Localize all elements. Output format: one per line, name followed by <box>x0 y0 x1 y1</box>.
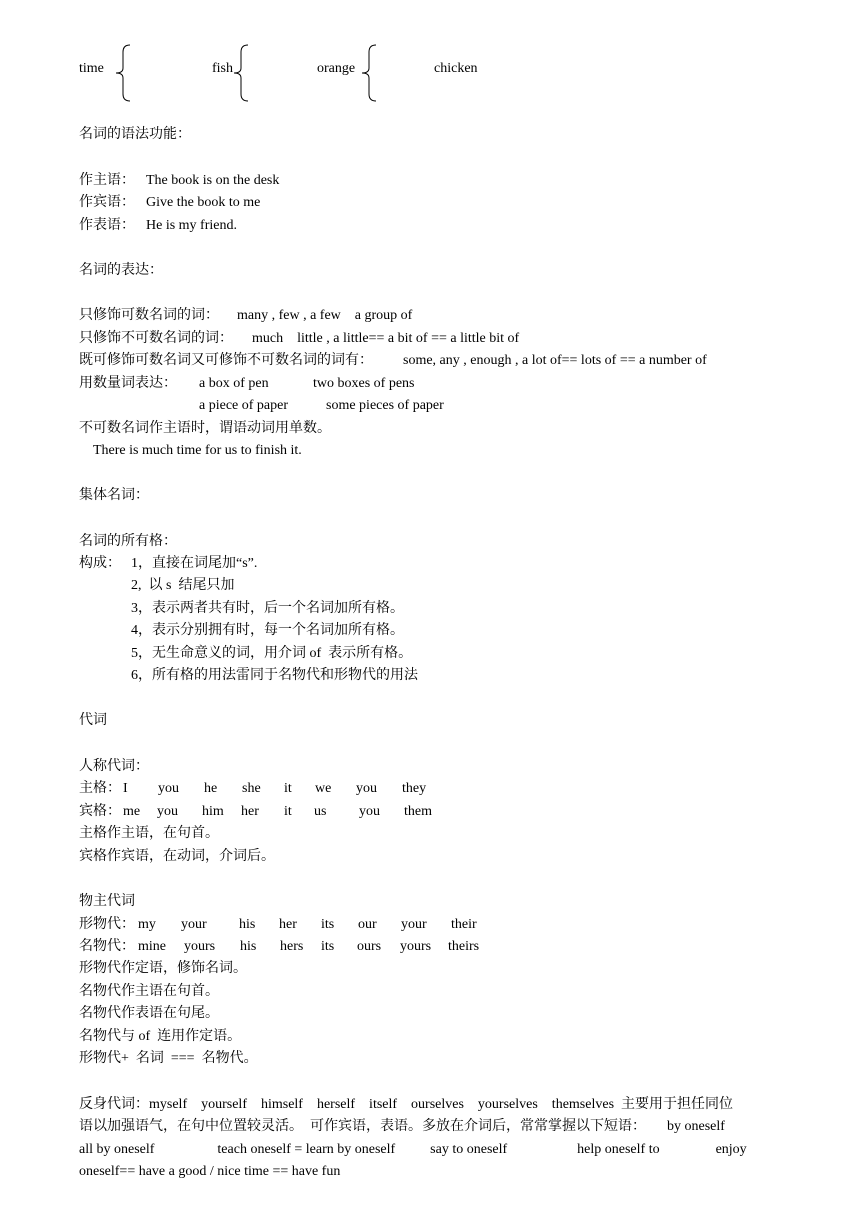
pronoun-cell: them <box>404 804 432 819</box>
pronoun-cell: its <box>321 917 335 932</box>
section-heading: 集体名词： <box>79 488 149 503</box>
brace-icon <box>360 44 378 102</box>
word-chicken: chicken <box>434 61 478 76</box>
possessive-rule: 3，表示两者共有时，后一个名词加所有格。 <box>131 601 404 616</box>
pronoun-cell: me <box>123 804 141 819</box>
pronoun-cell: it <box>284 781 292 796</box>
quantifier-example: a piece of paper <box>199 398 288 413</box>
pronoun-cell: he <box>204 781 218 796</box>
object-label: 宾格： <box>79 804 121 819</box>
subject-label: 主格： <box>79 781 121 796</box>
rule-text: 不可数名词作主语时，谓语动词用单数。 <box>79 421 331 436</box>
pronoun-cell: our <box>358 917 377 932</box>
section-heading: 名词的表达： <box>79 263 163 278</box>
note-text: 形物代作定语，修饰名词。 <box>79 961 247 976</box>
uncountable-label: 只修饰不可数名词的词： <box>79 331 233 346</box>
pronoun-cell: we <box>315 781 332 796</box>
function-label: 作主语： <box>79 173 135 188</box>
brace-icon <box>114 44 132 102</box>
rule-example: There is much time for us to finish it. <box>93 443 302 458</box>
note-text: 名物代作表语在句尾。 <box>79 1006 219 1021</box>
reflexive-line: all by oneself teach oneself = learn by oneself say to oneself help oneself to enjoy <box>79 1142 747 1157</box>
function-example: He is my friend. <box>146 218 237 233</box>
pronoun-cell: their <box>451 917 477 932</box>
pronoun-cell: her <box>241 804 259 819</box>
section-heading: 名词的语法功能： <box>79 127 191 142</box>
note-text: 宾格作宾语，在动词，介词后。 <box>79 849 275 864</box>
pronoun-cell: his <box>240 939 257 954</box>
adj-label: 形物代： <box>79 917 135 932</box>
section-heading: 物主代词 <box>79 894 135 909</box>
noun-label: 名物代： <box>79 939 135 954</box>
pronoun-cell: hers <box>280 939 304 954</box>
word-time: time <box>79 61 104 76</box>
function-label: 作表语： <box>79 218 135 233</box>
pronoun-cell: him <box>202 804 224 819</box>
note-text: 形物代+ 名词 === 名物代。 <box>79 1051 258 1066</box>
pronoun-cell: my <box>138 917 156 932</box>
quantifier-example: a box of pen <box>199 376 269 391</box>
note-text: 主格作主语，在句首。 <box>79 826 219 841</box>
pronoun-cell: your <box>401 917 427 932</box>
quantifier-example: some pieces of paper <box>326 398 444 413</box>
pronoun-cell: she <box>242 781 261 796</box>
function-example: The book is on the desk <box>146 173 280 188</box>
pronoun-cell: you <box>158 781 179 796</box>
pronoun-cell: you <box>157 804 178 819</box>
section-heading: 名词的所有格： <box>79 534 177 549</box>
countable-label: 只修饰可数名词的词： <box>79 308 219 323</box>
pronoun-cell: I <box>123 781 128 796</box>
note-text: 名物代作主语在句首。 <box>79 984 219 999</box>
possessive-rule: 6，所有格的用法雷同于名物代和形物代的用法 <box>131 668 418 683</box>
reflexive-line: 反身代词：myself yourself himself herself itself ourselves yourselves themselves 主要用于担任同位 <box>79 1097 734 1112</box>
reflexive-line: oneself== have a good / nice time == have fun <box>79 1164 341 1179</box>
pronoun-cell: theirs <box>448 939 480 954</box>
word-fish: fish <box>212 61 233 76</box>
pronoun-cell: her <box>279 917 297 932</box>
brace-icon <box>232 44 250 102</box>
pronoun-cell: you <box>356 781 377 796</box>
quantifier-example: two boxes of pens <box>313 376 415 391</box>
pronoun-cell: its <box>321 939 335 954</box>
section-heading: 人称代词： <box>79 759 149 774</box>
possessive-rule: 1，直接在词尾加“s”. <box>131 556 258 571</box>
possessive-rule: 4，表示分别拥有时，每一个名词加所有格。 <box>131 623 404 638</box>
both-label: 既可修饰可数名词又可修饰不可数名词的词有： <box>79 353 373 368</box>
pronoun-cell: they <box>402 781 427 796</box>
pronoun-cell: us <box>314 804 327 819</box>
quantifier-label: 用数量词表达： <box>79 376 177 391</box>
note-text: 名物代与 of 连用作定语。 <box>79 1029 242 1044</box>
pronoun-cell: yours <box>184 939 216 954</box>
word-orange: orange <box>317 61 356 76</box>
pronoun-cell: yours <box>400 939 432 954</box>
function-label: 作宾语： <box>79 195 135 210</box>
function-example: Give the book to me <box>146 195 261 210</box>
possessive-label: 构成： <box>79 556 121 571</box>
both-words: some, any , enough , a lot of== lots of == a number of <box>403 353 707 368</box>
pronoun-cell: your <box>181 917 207 932</box>
countable-words: many , few , a few a group of <box>237 308 413 323</box>
uncountable-words: much little , a little== a bit of == a little bit of <box>252 331 520 346</box>
pronoun-cell: it <box>284 804 292 819</box>
reflexive-line: 语以加强语气，在句中位置较灵活。 可作宾语，表语。多放在介词后，常常掌握以下短语： by oneself <box>79 1119 725 1134</box>
pronoun-cell: ours <box>357 939 382 954</box>
possessive-rule: 5，无生命意义的词，用介词 of 表示所有格。 <box>131 646 413 661</box>
section-heading: 代词 <box>79 713 107 728</box>
pronoun-cell: you <box>359 804 380 819</box>
pronoun-cell: mine <box>138 939 166 954</box>
possessive-rule: 2, 以 s 结尾只加 <box>131 578 235 593</box>
pronoun-cell: his <box>239 917 256 932</box>
